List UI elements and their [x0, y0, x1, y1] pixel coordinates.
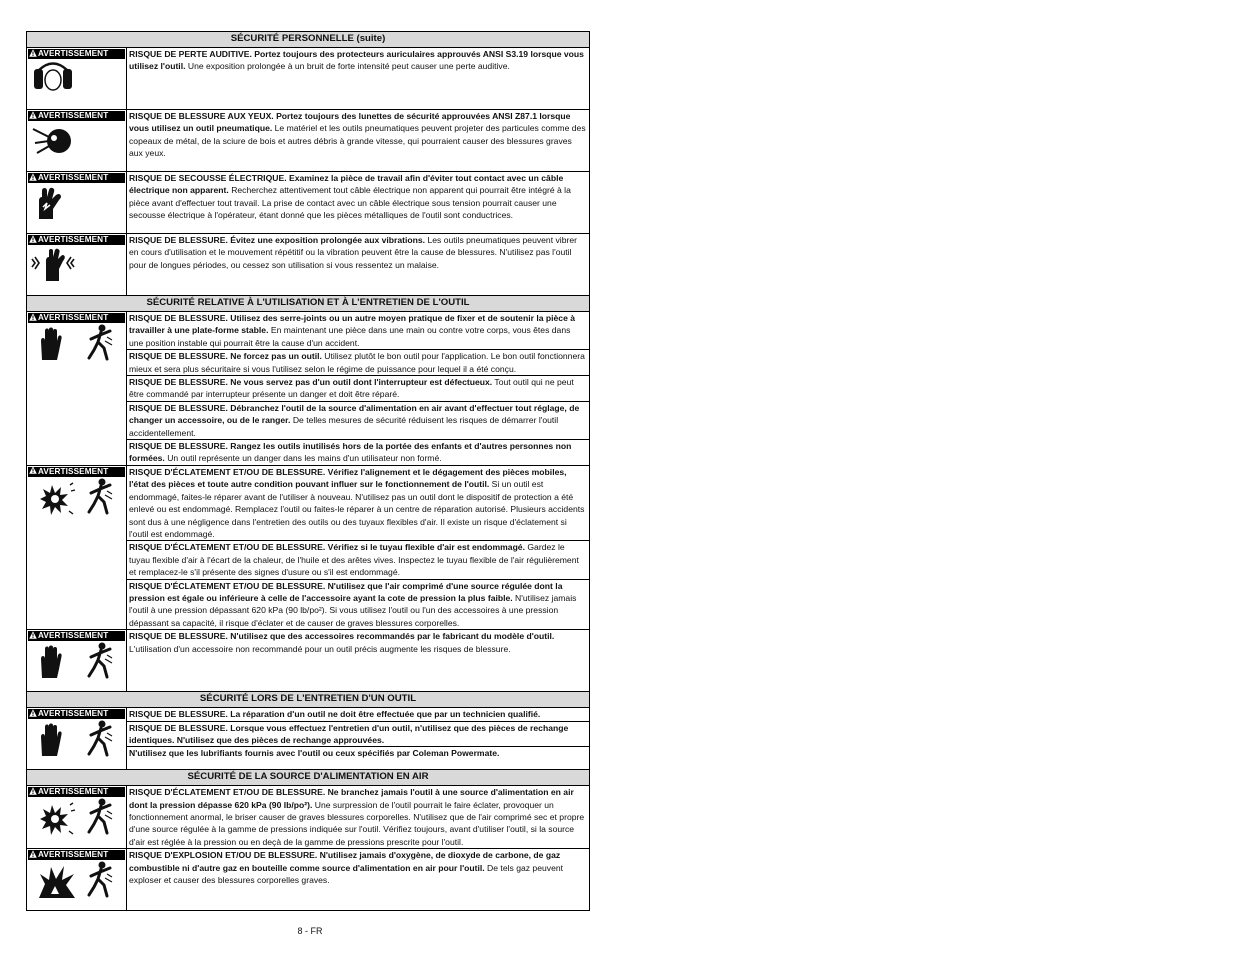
hazard-icons	[27, 860, 126, 910]
warning-entry-heading: RISQUE DE BLESSURE. Débranchez l'outil de la source d'alimentation en air avant d'effectuer tout réglage, de changer un accessoire, ou de le ranger.	[129, 402, 580, 426]
warning-entry	[127, 786, 589, 848]
warning-label	[28, 49, 125, 59]
warning-text-column	[127, 708, 589, 769]
warning-entry-body: Gardez le tuyau flexible d'air à l'écart de la chaleur, de l'huile et des arêtes vives. Inspectez le tuyau flexible de l'air régulièrement et remplacez-le s'il présente des signes d'usure ou s'il est endommagé.	[129, 542, 579, 578]
warning-entry-body: Si un outil est endommagé, faites-le réparer avant de l'utiliser à nouveau. N'utilisez pas un outil dont le dispositif de protection a été enlevé ou est endommagé. Remplacez l'outil ou faites-le réparer à un centre de réparation autorisé. Plusieurs accidents sont dus à une négligence dans l'entretien des outils ou des tuyaux flexibles d'air. Il existe un risque d'éclatement si l'outil est endommagé.	[129, 479, 585, 539]
warning-icon-column	[27, 48, 127, 109]
warning-entry-heading: RISQUE D'ÉCLATEMENT ET/OU DE BLESSURE. Vérifiez si le tuyau flexible d'air est endommagé.	[129, 542, 525, 553]
warning-entry	[127, 541, 589, 579]
hazard-icons	[27, 797, 126, 847]
warning-entry	[127, 48, 589, 73]
warning-entry	[127, 580, 589, 630]
page-number: 8 - FR	[297, 926, 323, 936]
warning-entry	[127, 172, 589, 222]
warning-icon-column	[27, 466, 127, 629]
warning-label-text: AVERTISSEMENT	[38, 850, 109, 860]
injury-person-icon	[85, 797, 115, 840]
warning-group	[27, 630, 589, 692]
warning-label-text: AVERTISSEMENT	[38, 235, 109, 244]
warning-entry-heading: RISQUE DE BLESSURE AUX YEUX. Portez toujours des lunettes de sécurité approuvées ANSI Z87.1 lorsque vous utilisez un outil pneumatique.	[129, 111, 571, 134]
warning-group	[27, 312, 589, 466]
warning-text-column	[127, 466, 589, 629]
warning-label-text: AVERTISSEMENT	[38, 709, 109, 719]
warning-triangle-icon	[28, 631, 38, 641]
warning-group	[27, 849, 589, 910]
warning-text-column	[127, 786, 589, 848]
warning-group	[27, 708, 589, 770]
warning-entry-heading: RISQUE DE BLESSURE. Utilisez des serre-joints ou un autre moyen pratique de fixer et de soutenir la pièce à travailler à une plate-forme stable.	[129, 313, 576, 336]
warning-entry-heading: RISQUE DE BLESSURE. N'utilisez que des accessoires recommandés par le fabricant du modèle d'outil.	[129, 631, 555, 642]
section-title: SÉCURITÉ RELATIVE À L'UTILISATION ET À L'ENTRETIEN DE L'OUTIL	[27, 296, 589, 312]
warning-entry-body: N'utilisez jamais l'outil à une pression dépassant 620 kPa (90 lb/po²). Si vous utilisez l'outil ou l'un des accessoires à une pression dépassant sa capacité, il risque d'éclater et de causer de graves blessures corporelles.	[129, 592, 577, 628]
warning-triangle-icon	[28, 467, 38, 477]
warning-entry-heading: RISQUE D'ÉCLATEMENT ET/OU DE BLESSURE. Vérifiez l'alignement et le dégagement des pièces mobiles, l'état des pièces et toute autre condition pouvant influer sur le fonctionnement de l'outil.	[129, 466, 567, 490]
warning-group	[27, 172, 589, 234]
hazard-icons	[27, 245, 126, 295]
warning-label-text: AVERTISSEMENT	[38, 466, 109, 476]
warning-label	[28, 235, 125, 245]
warning-group	[27, 234, 589, 296]
warning-entry-body: Le matériel et les outils pneumatiques peuvent projeter des particules comme des copeaux de métal, de la sciure de bois et autres débris à grande vitesse, qui pourraient causer des blessures graves aux yeux.	[129, 123, 586, 159]
hazard-icons	[27, 59, 126, 109]
vibration-icon	[31, 247, 75, 288]
warning-entry	[127, 708, 589, 721]
warning-entry-body: Tout outil qui ne peut être commandé par interrupteur présente un danger et doit être réparé.	[129, 377, 574, 400]
warning-triangle-icon	[28, 49, 38, 59]
warning-entry-body: De telles mesures de sécurité réduisent les risques de démarrer l'outil accidentellement.	[129, 415, 559, 438]
warning-icon-column	[27, 234, 127, 295]
warning-entry-body: Une exposition prolongée à un bruit de forte intensité peut causer une perte auditive.	[185, 61, 510, 72]
warning-label	[28, 313, 125, 323]
warning-triangle-icon	[28, 709, 38, 719]
warning-text-column	[127, 172, 589, 233]
warning-icon-column	[27, 312, 127, 465]
hazard-icons	[27, 477, 126, 527]
warning-entry-body: De tels gaz peuvent exploser et causer des blessures corporelles graves.	[129, 862, 564, 885]
hazard-icons	[27, 719, 126, 769]
warning-icon-column	[27, 708, 127, 769]
warning-entry-heading: RISQUE D'ÉCLATEMENT ET/OU DE BLESSURE. N'utilisez que l'air comprimé d'une source régulée dont la pression est égale ou inférieure à celle de l'accessoire ayant la cote de pression la plus faible.	[129, 580, 563, 603]
section-title: SÉCURITÉ DE LA SOURCE D'ALIMENTATION EN AIR	[27, 770, 589, 786]
warning-text-column	[127, 312, 589, 465]
warning-label	[28, 111, 125, 121]
warning-label	[28, 467, 125, 477]
warning-label	[28, 631, 125, 641]
warning-icon-column	[27, 110, 127, 171]
warning-triangle-icon	[28, 235, 38, 245]
injury-person-icon	[85, 323, 115, 366]
warning-label	[28, 787, 125, 797]
warning-entry	[127, 747, 589, 759]
injury-person-icon	[85, 860, 115, 903]
warning-text-column	[127, 48, 589, 109]
warning-entry-body: L'utilisation d'un accessoire non recommandé pour un outil précis augmente les risques de blessure.	[129, 643, 511, 654]
warning-entry-heading: RISQUE DE BLESSURE. La réparation d'un outil ne doit être effectuée que par un technicien qualifié.	[129, 709, 541, 720]
warning-label	[28, 173, 125, 183]
warning-triangle-icon	[28, 313, 38, 323]
section-title: SÉCURITÉ LORS DE L'ENTRETIEN D'UN OUTIL	[27, 692, 589, 708]
warning-group	[27, 466, 589, 630]
warning-label-text: AVERTISSEMENT	[38, 787, 109, 797]
warning-entry-heading: RISQUE D'EXPLOSION ET/OU DE BLESSURE. N'utilisez jamais d'oxygène, de dioxyde de carbone, de gaz combustible ni d'autre gaz en bouteille comme source d'alimentation en air pour l'outil.	[129, 850, 561, 873]
safety-document	[26, 31, 590, 911]
warning-label	[28, 850, 125, 860]
warning-entry-heading: RISQUE D'ÉCLATEMENT ET/OU DE BLESSURE. Ne branchez jamais l'outil à une source d'alimentation en air dont la pression dépasse 620 kPa (90 lb/po²).	[129, 787, 574, 810]
warning-entry	[127, 402, 589, 440]
hand-stop-icon	[37, 723, 63, 762]
warning-label	[28, 709, 125, 719]
warning-entry-heading: RISQUE DE BLESSURE. Lorsque vous effectuez l'entretien d'un outil, n'utilisez que des pièces de rechange identiques. N'utilisez que des pièces de rechange approuvées.	[129, 722, 569, 745]
injury-person-icon	[85, 477, 115, 520]
warning-icon-column	[27, 630, 127, 691]
warning-icon-column	[27, 172, 127, 233]
warning-triangle-icon	[28, 111, 38, 121]
warning-triangle-icon	[28, 787, 38, 797]
warning-entry-body: Une surpression de l'outil pourrait le faire éclater, provoquer un fonctionnement anormal, le briser causer de graves blessures corporelles. N'utilisez que de l'air comprimé sec et propre d'une source régulée à la gamme de pressions indiquée sur l'outil. Vérifiez toujours, avant d'utiliser l'outil, si la source d'air est réglée à la pression ou en deçà de la gamme de pressions prescrite pour l'outil.	[129, 799, 585, 847]
warning-entry	[127, 350, 589, 376]
hazard-icons	[27, 641, 126, 691]
hand-stop-icon	[37, 645, 63, 684]
ear-protection-icon	[31, 61, 75, 100]
warning-entry-heading: RISQUE DE BLESSURE. Rangez les outils inutilisés hors de la portée des enfants et d'autres personnes non formées.	[129, 441, 572, 464]
section-title: SÉCURITÉ PERSONNELLE (suite)	[27, 32, 589, 48]
warning-text-column	[127, 110, 589, 171]
warning-text-column	[127, 630, 589, 691]
electric-shock-icon	[31, 185, 67, 226]
warning-entry	[127, 630, 589, 655]
hazard-icons	[27, 121, 126, 171]
warning-entry	[127, 466, 589, 541]
injury-person-icon	[85, 641, 115, 684]
warning-entry	[127, 376, 589, 402]
warning-triangle-icon	[28, 173, 38, 183]
burst-icon	[37, 801, 77, 842]
warning-entry	[127, 849, 589, 886]
eye-injury-icon	[31, 123, 75, 162]
warning-entry-body: Les outils pneumatiques peuvent vibrer en cours d'utilisation et le mouvement répétitif ou la vibration peuvent être la cause de blessures. N'utilisez pas l'outil pour de longues périodes, ou cessez son utilisation si vous ressentez un malaise.	[129, 235, 577, 270]
warning-label-text: AVERTISSEMENT	[38, 631, 109, 641]
hazard-icons	[27, 183, 126, 233]
warning-triangle-icon	[28, 850, 38, 860]
explosion-icon	[37, 864, 77, 905]
hazard-icons	[27, 323, 126, 373]
warning-entry	[127, 312, 589, 350]
warning-entry-body: Utilisez plutôt le bon outil pour l'application. Le bon outil fonctionnera mieux et sera plus sécuritaire si vous l'utilisez selon le régime de puissance pour lequel il a été conçu.	[129, 351, 585, 374]
warning-entry-heading: N'utilisez que les lubrifiants fournis avec l'outil ou ceux spécifiés par Coleman Powermate.	[129, 748, 500, 759]
warning-entry-body: Recherchez attentivement tout câble électrique non apparent qui pourrait être intégré à la pièce avant d'effectuer tout travail. La prise de contact avec un câble électrique sous tension pourrait causer une secousse électrique à l'opérateur, étant donné que les pièces métalliques de l'outil sont conductrices.	[129, 185, 571, 221]
burst-icon	[37, 481, 77, 522]
warning-icon-column	[27, 786, 127, 848]
warning-entry-body: En maintenant une pièce dans une main ou contre votre corps, vous êtes dans une position instable qui pourrait être la cause d'un accident.	[129, 325, 571, 348]
warning-entry-heading: RISQUE DE BLESSURE. Ne vous servez pas d'un outil dont l'interrupteur est défectueux.	[129, 377, 493, 388]
warning-entry	[127, 440, 589, 465]
warning-group	[27, 48, 589, 110]
warning-text-column	[127, 849, 589, 910]
hand-stop-icon	[37, 327, 63, 366]
warning-entry	[127, 722, 589, 748]
warning-entry-heading: RISQUE DE BLESSURE. Ne forcez pas un outil.	[129, 351, 322, 362]
warning-entry-heading: RISQUE DE BLESSURE. Évitez une exposition prolongée aux vibrations.	[129, 235, 426, 245]
warning-label-text: AVERTISSEMENT	[38, 313, 109, 322]
warning-label-text: AVERTISSEMENT	[38, 111, 109, 120]
warning-label-text: AVERTISSEMENT	[38, 173, 109, 182]
warning-entry-heading: RISQUE DE SECOUSSE ÉLECTRIQUE. Examinez la pièce de travail afin d'éviter tout contact avec un câble électrique non apparent.	[129, 173, 564, 196]
warning-label-text: AVERTISSEMENT	[38, 49, 109, 58]
warning-group	[27, 110, 589, 172]
warning-entry	[127, 110, 589, 160]
warning-entry-heading: RISQUE DE PERTE AUDITIVE. Portez toujours des protecteurs auriculaires approuvés ANSI S3.19 lorsque vous utilisez l'outil.	[129, 49, 584, 72]
warning-entry-body: Un outil représente un danger dans les mains d'un utilisateur non formé.	[164, 453, 442, 464]
warning-icon-column	[27, 849, 127, 910]
warning-text-column	[127, 234, 589, 295]
injury-person-icon	[85, 719, 115, 762]
warning-entry	[127, 234, 589, 271]
warning-group	[27, 786, 589, 849]
